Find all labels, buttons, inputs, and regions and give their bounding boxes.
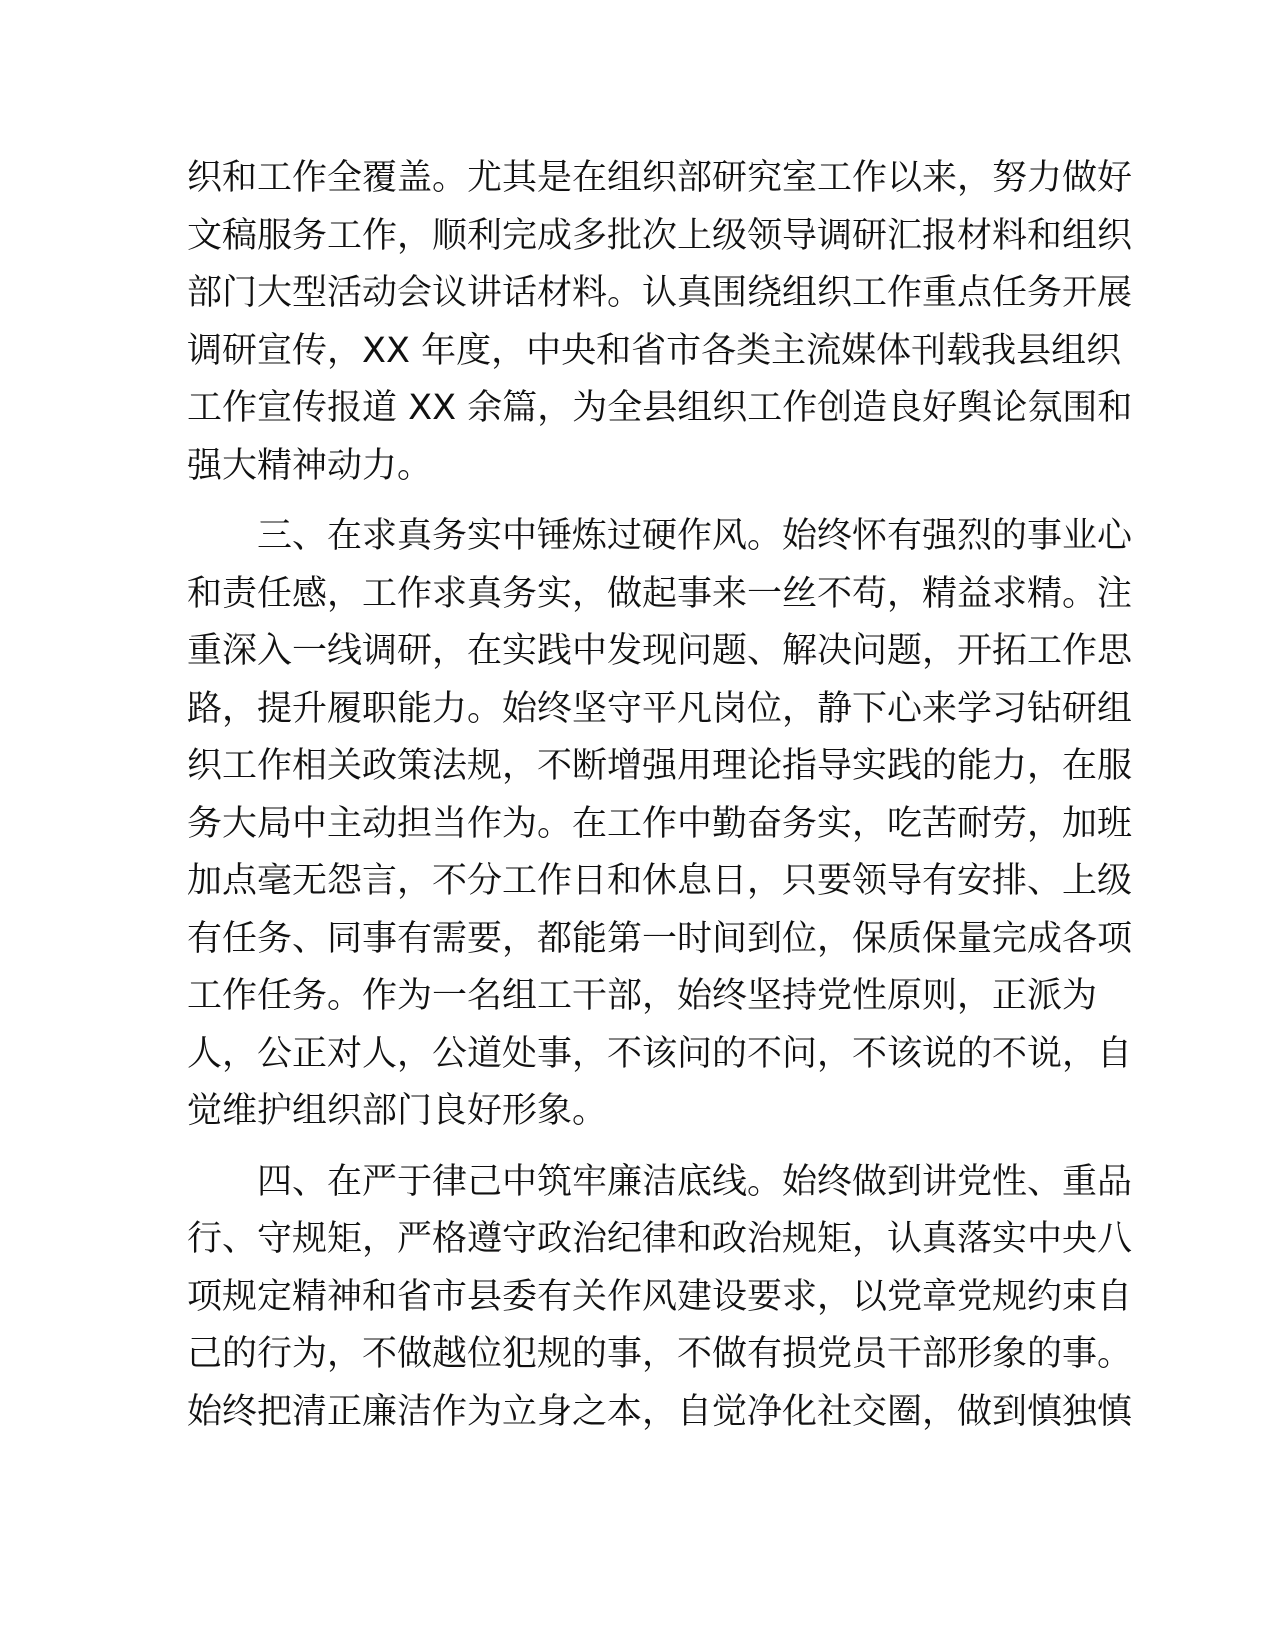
- text-line: 织和工作全覆盖。尤其是在组织部研究室工作以来，努力做好: [187, 158, 1133, 198]
- text-line: 有任务、同事有需要，都能第一时间到位，保质保量完成各项: [187, 918, 1133, 959]
- text-line: 织工作相关政策法规，不断增强用理论指导实践的能力，在服: [187, 746, 1133, 786]
- text-line: 路，提升履职能力。始终坚守平凡岗位，静下心来学习钻研组: [187, 688, 1133, 729]
- text-line: 觉维护组织部门良好形象。: [187, 1091, 608, 1131]
- text-line: 项规定精神和省市县委有关作风建设要求，以党章党规约束自: [187, 1276, 1133, 1317]
- paragraph-2: [187, 508, 1133, 1141]
- text-line: 工作宣传报道 XX 余篇，为全县组织工作创造良好舆论氛围和: [187, 388, 1133, 428]
- document-body: [187, 150, 1133, 1454]
- text-line: 行、守规矩，严格遵守政治纪律和政治规矩，认真落实中央八: [187, 1219, 1133, 1259]
- text-line: 三、在求真务实中锤炼过硬作风。始终怀有强烈的事业心: [257, 516, 1133, 556]
- text-line: 部门大型活动会议讲话材料。认真围绕组织工作重点任务开展: [187, 273, 1133, 313]
- paragraph-3: [187, 1154, 1133, 1442]
- paragraph-1: [187, 150, 1133, 495]
- text-line: 调研宣传，XX 年度，中央和省市各类主流媒体刊载我县组织: [187, 330, 1122, 371]
- text-line: 文稿服务工作，顺利完成多批次上级领导调研汇报材料和组织: [187, 215, 1133, 256]
- text-line: 和责任感，工作求真务实，做起事来一丝不苟，精益求精。注: [187, 573, 1133, 614]
- text-line: 始终把清正廉洁作为立身之本，自觉净化社交圈，做到慎独慎: [187, 1391, 1133, 1432]
- text-line: 人，公正对人，公道处事，不该问的不问，不该说的不说，自: [187, 1033, 1133, 1074]
- text-line: 加点毫无怨言，不分工作日和休息日，只要领导有安排、上级: [187, 861, 1133, 901]
- text-line: 强大精神动力。: [187, 445, 433, 486]
- text-line: 重深入一线调研，在实践中发现问题、解决问题，开拓工作思: [187, 631, 1133, 671]
- text-line: 己的行为，不做越位犯规的事，不做有损党员干部形象的事。: [187, 1334, 1133, 1374]
- text-line: 四、在严于律己中筑牢廉洁底线。始终做到讲党性、重品: [257, 1161, 1133, 1202]
- text-line: 务大局中主动担当作为。在工作中勤奋务实，吃苦耐劳，加班: [187, 803, 1133, 844]
- text-line: 工作任务。作为一名组工干部，始终坚持党性原则，正派为: [187, 976, 1098, 1016]
